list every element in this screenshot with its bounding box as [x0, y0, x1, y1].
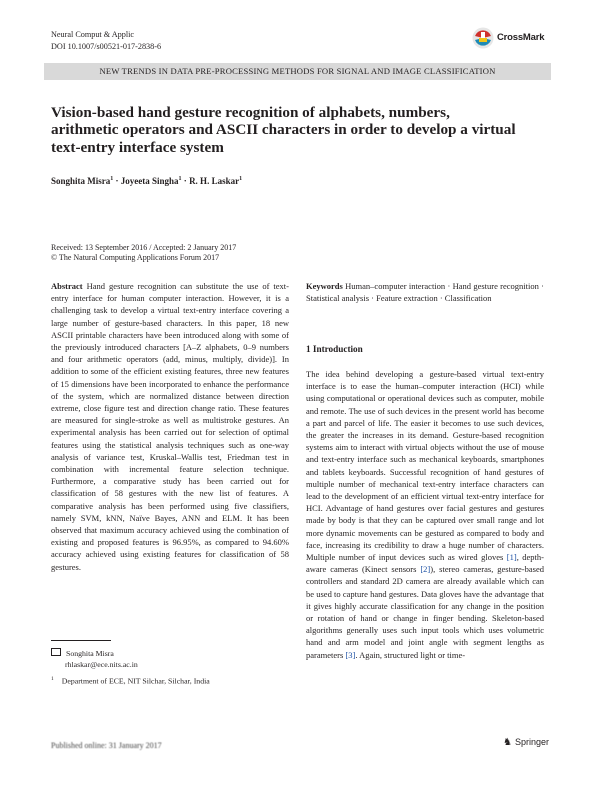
publisher-name: Springer [514, 737, 549, 747]
corresponding-email[interactable]: rhlaskar@ece.nits.ac.in [65, 659, 138, 669]
author-separator: · [183, 176, 187, 186]
published-online: Published online: 31 January 2017 [51, 741, 162, 750]
section-heading-introduction: 1 Introduction [306, 344, 363, 354]
received-accepted: Received: 13 September 2016 / Accepted: 2 January 2017 [51, 243, 237, 252]
author-separator: · [115, 176, 119, 186]
footnote-rule [51, 640, 111, 641]
intro-text: The idea behind developing a gesture-based virtual text-entry interface is to ease the human–computer interaction (HCI) while using computational or operational devices such as computer, mobile and remote. The use of such devices in the present world has become a part and parcel of life. The easier it becomes to use such devices, the greater the increases in its demand. Gesture-based recognition systems aim to interact with virtual objects without the use of mouse and text-entry interface such as mechanical keyboards, smartphones and tablets keyboards. Successful recognition of hand gestures of multiple number of mechanical text-entry interface characters can lead to the development of an efficient virtual text-entry interface for HCI. Advantage of hand gestures over facial gestures and gestures made by body is that they can be captured over small range and lot more dynamic movements can be gestured as compared to body and face, increasing its credibility to draw a huge number of characters. Multiple number of input devices such as wired gloves [306, 369, 544, 563]
abstract-text: Hand gesture recognition can substitute the use of text-entry interface for human computer interaction. However, it is a challenging task to develop a virtual text-entry interface covering a large number of gesture-based characters. In this paper, 18 new ASCII printable characters have been introduced along with some of the previously introduced characters [A–Z alphabets, 0–9 numbers and four arithmetic operators (add, minus, multiply, divide)]. In addition to some of the efficient existing features, three new features of 15 dimensions have been incorporated to enhance the performance of the system, which are normalized distance between direction extreme, close figure test and direction change ratio. These features are measured for single-stroke as well as multistroke gestures. An experimental analysis has been carried out for selection of optimal features using the statistical analysis techniques such as one-way analysis of variance test, Kruskal–Wallis test, Friedman test in combination with incremental feature selection technique. Furthermore, a comparative study has been carried out for classification of 58 gestures with the new list of features. A comparative analysis has been performed using five classifiers, namely SVM, kNN, Naïve Bayes, ANN and ELM. It has been observed that maximum accuracy achieved using the combination of existing and proposed features is 96.95%, as compared to 94.60% accuracy achieved using existing features for classification of 58 gestures. [51, 281, 290, 572]
intro-text: ), stereo cameras, gesture-based controllers and standard 2D camera are already available which can be used to capture hand gestures. Data gloves have the advantage that it gives highly accurate classification for any change in the position or rotation of hand or change in finger bending. Skeleton-based algorithms generally uses such input tools which uses volumetric hand and arm model and joint angle with segment lengths as parameters [306, 564, 544, 660]
author-name[interactable]: Joyeeta Singha [120, 176, 179, 186]
introduction-paragraph [306, 368, 544, 661]
abstract-heading: Abstract [51, 281, 83, 291]
abstract-block [51, 280, 289, 573]
copyright-line: © The Natural Computing Applications Forum 2017 [51, 253, 220, 263]
paper-title: Vision-based hand gesture recognition of alphabets, numbers, arithmetic operators and ASCII characters in order to develop a virtual text-entry interface system [51, 104, 516, 156]
affiliation-mark: 1 [51, 676, 54, 682]
keywords-block [306, 280, 544, 304]
corresponding-name: Songhita Misra [66, 649, 114, 658]
envelope-icon [51, 648, 61, 656]
citation-link[interactable]: [1] [506, 552, 517, 563]
keywords-heading: Keywords [306, 281, 343, 291]
author-name[interactable]: R. H. Laskar [189, 176, 240, 186]
publisher-logo [503, 737, 549, 748]
citation-link[interactable]: [2] [420, 564, 431, 575]
special-issue-banner: NEW TRENDS IN DATA PRE-PROCESSING METHODS FOR SIGNAL AND IMAGE CLASSIFICATION [44, 63, 551, 80]
author-affil-mark: 1 [110, 176, 114, 182]
crossmark-icon [472, 26, 494, 50]
corresponding-author [51, 648, 138, 670]
keywords-text: Human–computer interaction · Hand gesture recognition · Statistical analysis · Feature extraction · Classification [306, 281, 545, 304]
springer-horse-icon: ♞ [503, 737, 512, 748]
author-name[interactable]: Songhita Misra [51, 176, 111, 186]
journal-header [51, 29, 161, 52]
citation-link[interactable]: [3] [345, 649, 356, 660]
publication-dates [51, 243, 236, 263]
affiliation [51, 676, 210, 686]
intro-text: . Again, structured light or time- [355, 649, 466, 660]
affiliation-text: Department of ECE, NIT Silchar, Silchar, India [61, 676, 210, 686]
journal-doi[interactable]: DOI 10.1007/s00521-017-2838-6 [51, 41, 162, 51]
intro-text: , depth-aware cameras (Kinect sensors [306, 552, 545, 575]
journal-name: Neural Comput & Applic [51, 30, 135, 39]
author-affil-mark: 1 [178, 176, 182, 182]
author-affil-mark: 1 [239, 176, 243, 182]
crossmark-label: CrossMark [497, 32, 545, 43]
author-list [51, 176, 242, 186]
crossmark-badge[interactable] [472, 26, 546, 50]
